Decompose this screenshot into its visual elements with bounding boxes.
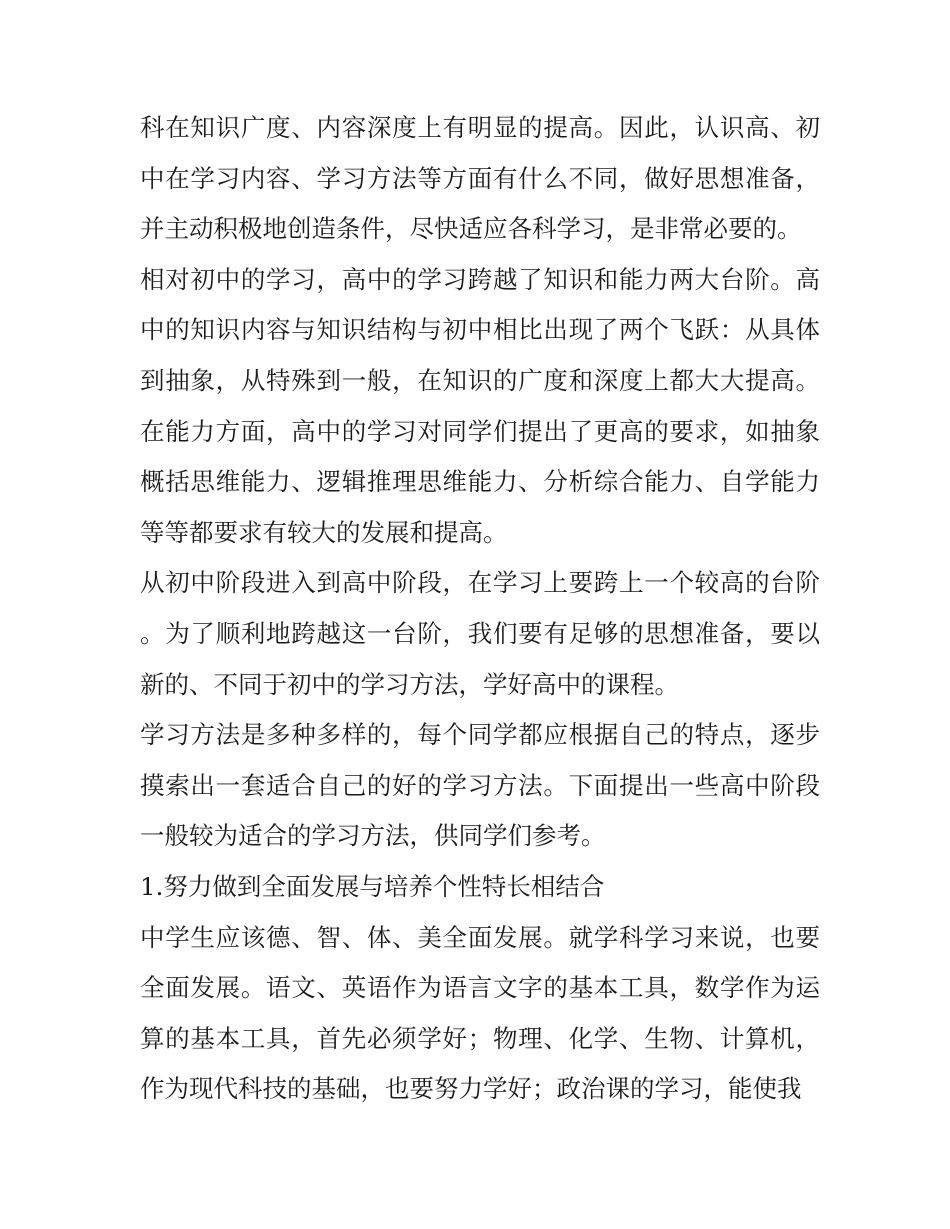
section-heading: 1.努力做到全面发展与培养个性特长相结合 <box>140 871 605 901</box>
paragraph-4: 学习方法是多种多样的，每个同学都应根据自己的特点，逐步摸索出一套适合自己的好的学习方法。下面提出一些高中阶段一般较为适合的学习方法，供同学们参考。 <box>140 720 820 851</box>
document-body <box>140 103 820 1115</box>
paragraph-1: 科在知识广度、内容深度上有明显的提高。因此，认识高、初中在学习内容、学习方法等方面有什么不同，做好思想准备，并主动积极地创造条件，尽快适应各科学习，是非常必要的。 <box>140 113 820 244</box>
paragraph-5: 中学生应该德、智、体、美全面发展。就学科学习来说，也要全面发展。语文、英语作为语言文字的基本工具，数学作为运算的基本工具，首先必须学好；物理、化学、生物、计算机，作为现代科技的基础，也要努力学好；政治课的学习，能使我 <box>140 922 820 1104</box>
paragraph-3: 从初中阶段进入到高中阶段，在学习上要跨上一个较高的台阶。为了顺利地跨越这一台阶，我们要有足够的思想准备，要以新的、不同于初中的学习方法，学好高中的课程。 <box>140 568 820 699</box>
paragraph-2: 相对初中的学习，高中的学习跨越了知识和能力两大台阶。高中的知识内容与知识结构与初中相比出现了两个飞跃：从具体到抽象，从特殊到一般，在知识的广度和深度上都大大提高。在能力方面，高中的学习对同学们提出了更高的要求，如抽象概括思维能力、逻辑推理思维能力、分析综合能力、自学能力等等都要求有较大的发展和提高。 <box>140 264 820 547</box>
